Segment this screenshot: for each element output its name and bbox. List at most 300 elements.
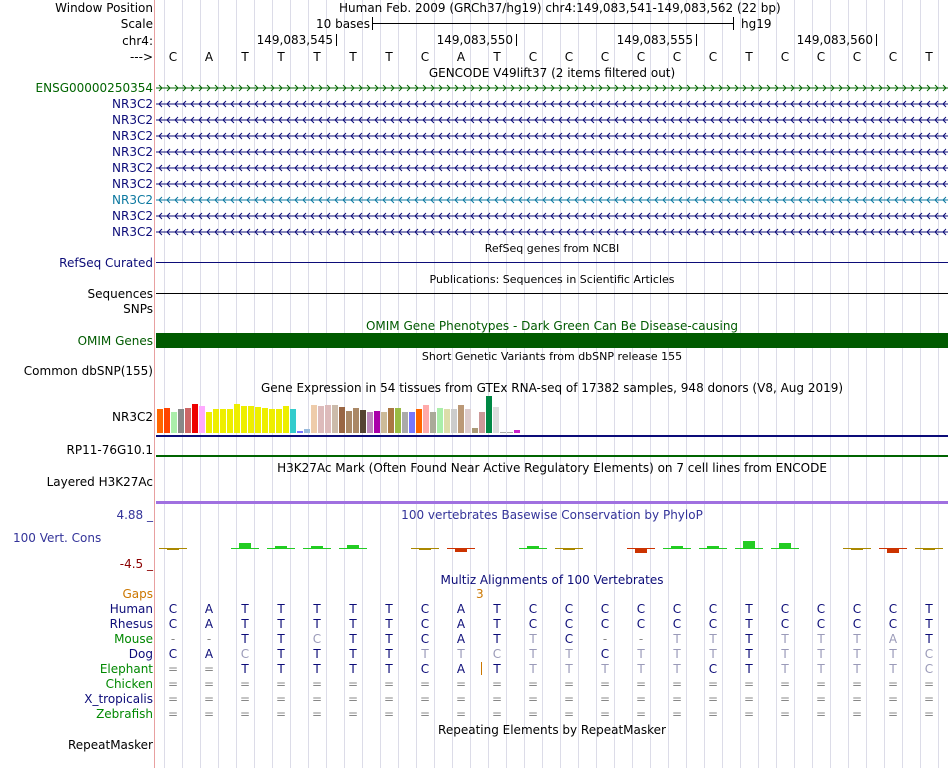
gtex-tissue-bar[interactable] (437, 408, 443, 433)
h3k27ac-signal[interactable] (156, 501, 948, 504)
refseq-label[interactable]: RefSeq Curated (59, 256, 153, 270)
alignment-base: T (817, 647, 825, 661)
alignment-base: T (817, 632, 825, 646)
ruler-base: C (636, 50, 646, 64)
alignment-base: T (673, 647, 681, 661)
phylop-max-label: 4.88 _ (116, 508, 153, 522)
ruler-base: T (313, 50, 321, 64)
gtex-tissue-bar[interactable] (304, 429, 310, 433)
alignment-base: - (170, 632, 176, 646)
alignment-base: C (420, 617, 430, 631)
gencode-label[interactable]: NR3C2 (112, 209, 153, 223)
alignment-base: T (781, 662, 789, 676)
alignment-base: = (239, 692, 251, 706)
position-label: 149,083,555 (616, 33, 693, 47)
gtex-tissue-bar[interactable] (409, 412, 415, 433)
gtex-tissue-bar[interactable] (514, 430, 520, 433)
alignment-base: C (564, 617, 574, 631)
phylop-baseline (843, 548, 871, 549)
gencode-transcript[interactable] (156, 114, 948, 126)
alignment-base: T (745, 662, 753, 676)
alignment-base: A (456, 617, 466, 631)
alignment-base: T (781, 632, 789, 646)
gtex-tissue-bar[interactable] (500, 432, 506, 433)
alignment-base: T (277, 602, 285, 616)
alignment-base: T (853, 632, 861, 646)
alignment-base: = (923, 677, 935, 691)
gtex-tissue-bar[interactable] (451, 409, 457, 433)
alignment-base: C (420, 662, 430, 676)
gencode-transcript[interactable] (156, 226, 948, 238)
label-separator (154, 0, 155, 768)
transcript-line (156, 210, 948, 222)
alignment-base: = (671, 692, 683, 706)
alignment-base: C (708, 617, 718, 631)
pubs-title: Publications: Sequences in Scientific Articles (429, 273, 675, 286)
alignment-base: T (529, 632, 537, 646)
species-label[interactable]: Rhesus (109, 617, 153, 631)
alignment-base: = (743, 707, 755, 721)
alignment-base: C (708, 662, 718, 676)
alignment-base: = (275, 692, 287, 706)
gencode-label[interactable]: NR3C2 (112, 177, 153, 191)
repeatmasker-title: Repeating Elements by RepeatMasker (438, 723, 666, 737)
transcript-line (156, 162, 948, 174)
alignment-base: = (851, 707, 863, 721)
gtex-tissue-bar[interactable] (381, 412, 387, 433)
alignment-base: = (707, 692, 719, 706)
gtex-tissue-bar[interactable] (402, 412, 408, 433)
alignment-base: T (637, 647, 645, 661)
alignment-base: = (167, 677, 179, 691)
gtex-tissue-bar[interactable] (171, 412, 177, 433)
alignment-base: C (816, 617, 826, 631)
gtex-tissue-bar[interactable] (276, 409, 282, 433)
alignment-base: T (313, 602, 321, 616)
alignment-base: A (204, 602, 214, 616)
gtex-tissue-bar[interactable] (311, 405, 317, 433)
alignment-base: = (851, 677, 863, 691)
phylop-baseline (411, 548, 439, 549)
ruler-base: C (672, 50, 682, 64)
alignment-base: T (601, 662, 609, 676)
alignment-base: = (167, 662, 179, 676)
alignment-base: T (277, 617, 285, 631)
phylop-baseline (699, 548, 727, 549)
alignment-base: = (455, 707, 467, 721)
strand-label: ---> (129, 50, 153, 64)
gencode-label[interactable]: NR3C2 (112, 129, 153, 143)
scale-label: Scale (120, 17, 153, 31)
phylop-title: 100 vertebrates Basewise Conservation by PhyloP (401, 508, 703, 522)
ruler-base: C (528, 50, 538, 64)
alignment-base: = (491, 677, 503, 691)
ruler-base: T (745, 50, 753, 64)
position-tick (696, 34, 697, 46)
gtex-tissue-bar[interactable] (479, 412, 485, 433)
alignment-base: = (743, 692, 755, 706)
alignment-base: = (347, 707, 359, 721)
gtex-tissue-bar[interactable] (444, 409, 450, 433)
phylop-baseline (735, 548, 763, 549)
species-label[interactable]: Zebrafish (96, 707, 153, 721)
gtex-tissue-bar[interactable] (185, 408, 191, 433)
alignment-base: = (275, 707, 287, 721)
alignment-base: T (493, 602, 501, 616)
assembly-label: hg19 (741, 17, 772, 31)
gencode-transcript[interactable] (156, 82, 948, 94)
alignment-base: A (204, 647, 214, 661)
phylop-baseline (663, 548, 691, 549)
gencode-transcript[interactable] (156, 98, 948, 110)
gencode-label[interactable]: NR3C2 (112, 225, 153, 239)
gtex-tissue-bar[interactable] (227, 409, 233, 433)
alignment-base: = (563, 677, 575, 691)
pubs-line[interactable] (156, 293, 948, 294)
ruler-base: T (349, 50, 357, 64)
gtex-tissue-bar[interactable] (374, 411, 380, 433)
gencode-label[interactable]: NR3C2 (112, 161, 153, 175)
gtex-tissue-bar[interactable] (507, 432, 513, 433)
alignment-base: C (564, 632, 574, 646)
alignment-base: T (673, 632, 681, 646)
alignment-base: T (313, 647, 321, 661)
alignment-base: T (277, 662, 285, 676)
species-label[interactable]: Chicken (105, 677, 153, 691)
gencode-label[interactable]: NR3C2 (112, 113, 153, 127)
gap-count: 3 (476, 587, 484, 601)
alignment-base: T (673, 662, 681, 676)
alignment-base: = (815, 677, 827, 691)
gtex-tissue-bar[interactable] (346, 411, 352, 433)
alignment-base: = (563, 707, 575, 721)
position-label: 149,083,550 (436, 33, 513, 47)
rp11-label[interactable]: RP11-76G10.1 (66, 443, 153, 457)
alignment-base: = (419, 707, 431, 721)
ruler-base: C (600, 50, 610, 64)
alignment-base: C (168, 602, 178, 616)
ruler-base: C (420, 50, 430, 64)
gtex-tissue-bar[interactable] (332, 405, 338, 433)
transcript-line (156, 178, 948, 190)
alignment-base: = (275, 677, 287, 691)
gtex-tissue-bar[interactable] (262, 408, 268, 433)
alignment-base: = (887, 707, 899, 721)
alignment-base: = (599, 692, 611, 706)
phylop-label[interactable]: 100 Vert. Cons (13, 531, 102, 545)
gtex-tissue-bar[interactable] (367, 412, 373, 433)
alignment-base: = (491, 692, 503, 706)
alignment-base: T (349, 617, 357, 631)
gaps-label[interactable]: Gaps (122, 587, 153, 601)
alignment-base: C (888, 617, 898, 631)
position-tick (336, 34, 337, 46)
alignment-base: C (672, 617, 682, 631)
alignment-base: A (456, 602, 466, 616)
gtex-title: Gene Expression in 54 tissues from GTEx RNA-seq of 17382 samples, 948 donors (V8, Aug 2019) (260, 381, 844, 395)
alignment-base: = (599, 677, 611, 691)
gtex-tissue-bar[interactable] (360, 410, 366, 433)
gtex-tissue-bar[interactable] (164, 408, 170, 433)
gtex-tissue-bar[interactable] (213, 409, 219, 433)
repeatmasker-label[interactable]: RepeatMasker (67, 738, 153, 752)
alignment-base: T (349, 647, 357, 661)
alignment-base: T (925, 617, 933, 631)
alignment-base: T (709, 632, 717, 646)
transcript-line (156, 98, 948, 110)
alignment-base: = (563, 692, 575, 706)
alignment-base: C (492, 647, 502, 661)
alignment-base: C (708, 602, 718, 616)
ruler-base: C (816, 50, 826, 64)
gtex-tissue-bar[interactable] (241, 406, 247, 433)
gtex-tissue-bar[interactable] (318, 406, 324, 433)
rp11-line[interactable] (156, 455, 948, 457)
gtex-tissue-bar[interactable] (178, 409, 184, 433)
species-label[interactable]: Mouse (114, 632, 153, 646)
omim-label[interactable]: OMIM Genes (77, 334, 153, 348)
position-tick (516, 34, 517, 46)
phylop-min-label: -4.5 _ (119, 557, 153, 571)
alignment-base: C (600, 647, 610, 661)
alignment-base: T (493, 617, 501, 631)
species-label[interactable]: X_tropicalis (84, 692, 153, 706)
ruler-base: C (852, 50, 862, 64)
gtex-tissue-bar[interactable] (199, 406, 205, 433)
alignment-base: T (709, 647, 717, 661)
dbsnp-label[interactable]: Common dbSNP(155) (23, 364, 153, 378)
gencode-transcript[interactable] (156, 194, 948, 206)
phylop-baseline (231, 548, 259, 549)
gtex-tissue-bar[interactable] (353, 408, 359, 433)
phylop-baseline (519, 548, 547, 549)
alignment-base: T (277, 647, 285, 661)
alignment-base: T (349, 662, 357, 676)
alignment-base: = (599, 707, 611, 721)
alignment-base: T (277, 632, 285, 646)
alignment-base: C (852, 617, 862, 631)
transcript-line (156, 194, 948, 206)
alignment-base: C (240, 647, 250, 661)
species-label[interactable]: Dog (128, 647, 153, 661)
gencode-transcript[interactable] (156, 178, 948, 190)
alignment-base: T (925, 632, 933, 646)
gtex-tissue-bar[interactable] (234, 404, 240, 433)
dbsnp-title: Short Genetic Variants from dbSNP release 155 (421, 350, 683, 363)
phylop-baseline (447, 548, 475, 549)
alignment-base: C (924, 647, 934, 661)
ruler-base: A (456, 50, 466, 64)
alignment-base: T (313, 662, 321, 676)
alignment-base: T (853, 662, 861, 676)
alignment-base: T (817, 662, 825, 676)
alignment-base: = (239, 677, 251, 691)
gtex-tissue-bar[interactable] (255, 407, 261, 433)
gtex-label[interactable]: NR3C2 (112, 410, 153, 424)
alignment-base: T (745, 602, 753, 616)
gtex-tissue-bar[interactable] (325, 405, 331, 433)
gencode-title: GENCODE V49lift37 (2 items filtered out) (428, 66, 676, 80)
alignment-base: C (528, 617, 538, 631)
gtex-tissue-bar[interactable] (430, 412, 436, 433)
phylop-baseline (159, 548, 187, 549)
species-label[interactable]: Human (109, 602, 153, 616)
gencode-label[interactable]: NR3C2 (112, 97, 153, 111)
gtex-tissue-bar[interactable] (220, 409, 226, 433)
gtex-tissue-bar[interactable] (472, 428, 478, 433)
alignment-base: - (638, 632, 644, 646)
phylop-baseline (627, 548, 655, 549)
scale-text: 10 bases (316, 17, 370, 31)
gencode-label[interactable]: NR3C2 (112, 193, 153, 207)
alignment-base: = (635, 692, 647, 706)
alignment-base: C (780, 617, 790, 631)
alignment-base: = (779, 677, 791, 691)
alignment-base: T (349, 632, 357, 646)
alignment-base: = (419, 692, 431, 706)
alignment-base: C (924, 662, 934, 676)
phylop-baseline (339, 548, 367, 549)
ruler-base: T (277, 50, 285, 64)
alignment-base: C (420, 632, 430, 646)
gtex-gene-line[interactable] (156, 435, 948, 437)
gtex-tissue-bar[interactable] (423, 405, 429, 433)
alignment-base: = (779, 707, 791, 721)
gencode-transcript[interactable] (156, 130, 948, 142)
alignment-base: = (203, 662, 215, 676)
alignment-base: = (311, 692, 323, 706)
alignment-base: C (600, 617, 610, 631)
gtex-tissue-bar[interactable] (486, 396, 492, 433)
transcript-line (156, 82, 948, 94)
alignment-base: C (564, 602, 574, 616)
alignment-base: T (493, 662, 501, 676)
alignment-base: T (529, 647, 537, 661)
gtex-tissue-bar[interactable] (290, 409, 296, 433)
pubs-label[interactable]: Sequences (87, 287, 153, 301)
ruler-base: C (780, 50, 790, 64)
gtex-tissue-bar[interactable] (269, 409, 275, 433)
gtex-tissue-bar[interactable] (458, 405, 464, 433)
alignment-base: = (707, 677, 719, 691)
gencode-label[interactable]: ENSG00000250354 (35, 81, 153, 95)
species-label[interactable]: Elephant (99, 662, 153, 676)
gtex-tissue-bar[interactable] (493, 407, 499, 433)
ruler-base: T (241, 50, 249, 64)
alignment-base: - (602, 632, 608, 646)
chrom-label: chr4: (122, 34, 153, 48)
alignment-base: T (385, 602, 393, 616)
gtex-tissue-bar[interactable] (297, 431, 303, 433)
alignment-base: T (313, 617, 321, 631)
gencode-label[interactable]: NR3C2 (112, 145, 153, 159)
ruler-base: T (385, 50, 393, 64)
alignment-base: = (311, 707, 323, 721)
ruler-base: A (204, 50, 214, 64)
alignment-base: T (385, 617, 393, 631)
gtex-tissue-bar[interactable] (206, 412, 212, 433)
alignment-base: C (780, 602, 790, 616)
position-tick (876, 34, 877, 46)
gtex-tissue-bar[interactable] (157, 409, 163, 433)
alignment-base: C (672, 602, 682, 616)
alignment-base: = (815, 692, 827, 706)
gencode-transcript[interactable] (156, 146, 948, 158)
alignment-base: T (745, 617, 753, 631)
alignment-base: C (312, 632, 322, 646)
phylop-baseline (879, 548, 907, 549)
ruler-base: C (888, 50, 898, 64)
alignment-base: T (889, 662, 897, 676)
alignment-base: C (420, 602, 430, 616)
alignment-base: = (635, 677, 647, 691)
alignment-base: = (887, 692, 899, 706)
gtex-tissue-bar[interactable] (395, 408, 401, 433)
gtex-tissue-bar[interactable] (248, 406, 254, 433)
phylop-score[interactable] (743, 541, 755, 548)
alignment-base: C (168, 617, 178, 631)
alignment-base: = (779, 692, 791, 706)
gtex-tissue-bar[interactable] (339, 407, 345, 433)
alignment-base: C (600, 602, 610, 616)
alignment-base: T (925, 602, 933, 616)
alignment-base: C (168, 647, 178, 661)
gtex-tissue-bar[interactable] (388, 408, 394, 433)
transcript-line (156, 226, 948, 238)
ruler-base: T (925, 50, 933, 64)
h3k27ac-label[interactable]: Layered H3K27Ac (46, 475, 153, 489)
ruler-base: C (708, 50, 718, 64)
refseq-line[interactable] (156, 262, 948, 263)
alignment-base: = (671, 707, 683, 721)
alignment-base: = (203, 692, 215, 706)
omim-bar[interactable] (156, 333, 948, 348)
alignment-base: = (311, 677, 323, 691)
gtex-tissue-bar[interactable] (416, 409, 422, 433)
snps-label[interactable]: SNPs (123, 302, 153, 316)
alignment-base: A (456, 662, 466, 676)
alignment-base: = (527, 677, 539, 691)
alignment-base: = (671, 677, 683, 691)
alignment-base: T (745, 647, 753, 661)
alignment-base: T (385, 632, 393, 646)
alignment-base: = (923, 707, 935, 721)
ruler-base: T (493, 50, 501, 64)
alignment-base: C (816, 602, 826, 616)
alignment-base: = (383, 692, 395, 706)
gtex-tissue-bar[interactable] (283, 406, 289, 433)
ruler-base: C (564, 50, 574, 64)
alignment-base: T (241, 602, 249, 616)
alignment-base: T (745, 632, 753, 646)
alignment-base: = (455, 677, 467, 691)
gencode-transcript[interactable] (156, 210, 948, 222)
gap-marker (481, 662, 482, 675)
multiz-title: Multiz Alignments of 100 Vertebrates (440, 573, 664, 587)
gtex-tissue-bar[interactable] (465, 409, 471, 433)
alignment-base: = (239, 707, 251, 721)
alignment-base: T (349, 602, 357, 616)
scale-bar-right-tick (733, 17, 734, 30)
gtex-tissue-bar[interactable] (192, 404, 198, 433)
phylop-baseline (303, 548, 331, 549)
position-label: 149,083,560 (796, 33, 873, 47)
alignment-base: T (493, 632, 501, 646)
alignment-base: C (636, 617, 646, 631)
omim-title: OMIM Gene Phenotypes - Dark Green Can Be Disease-causing (365, 319, 739, 333)
alignment-base: = (383, 707, 395, 721)
gencode-transcript[interactable] (156, 162, 948, 174)
